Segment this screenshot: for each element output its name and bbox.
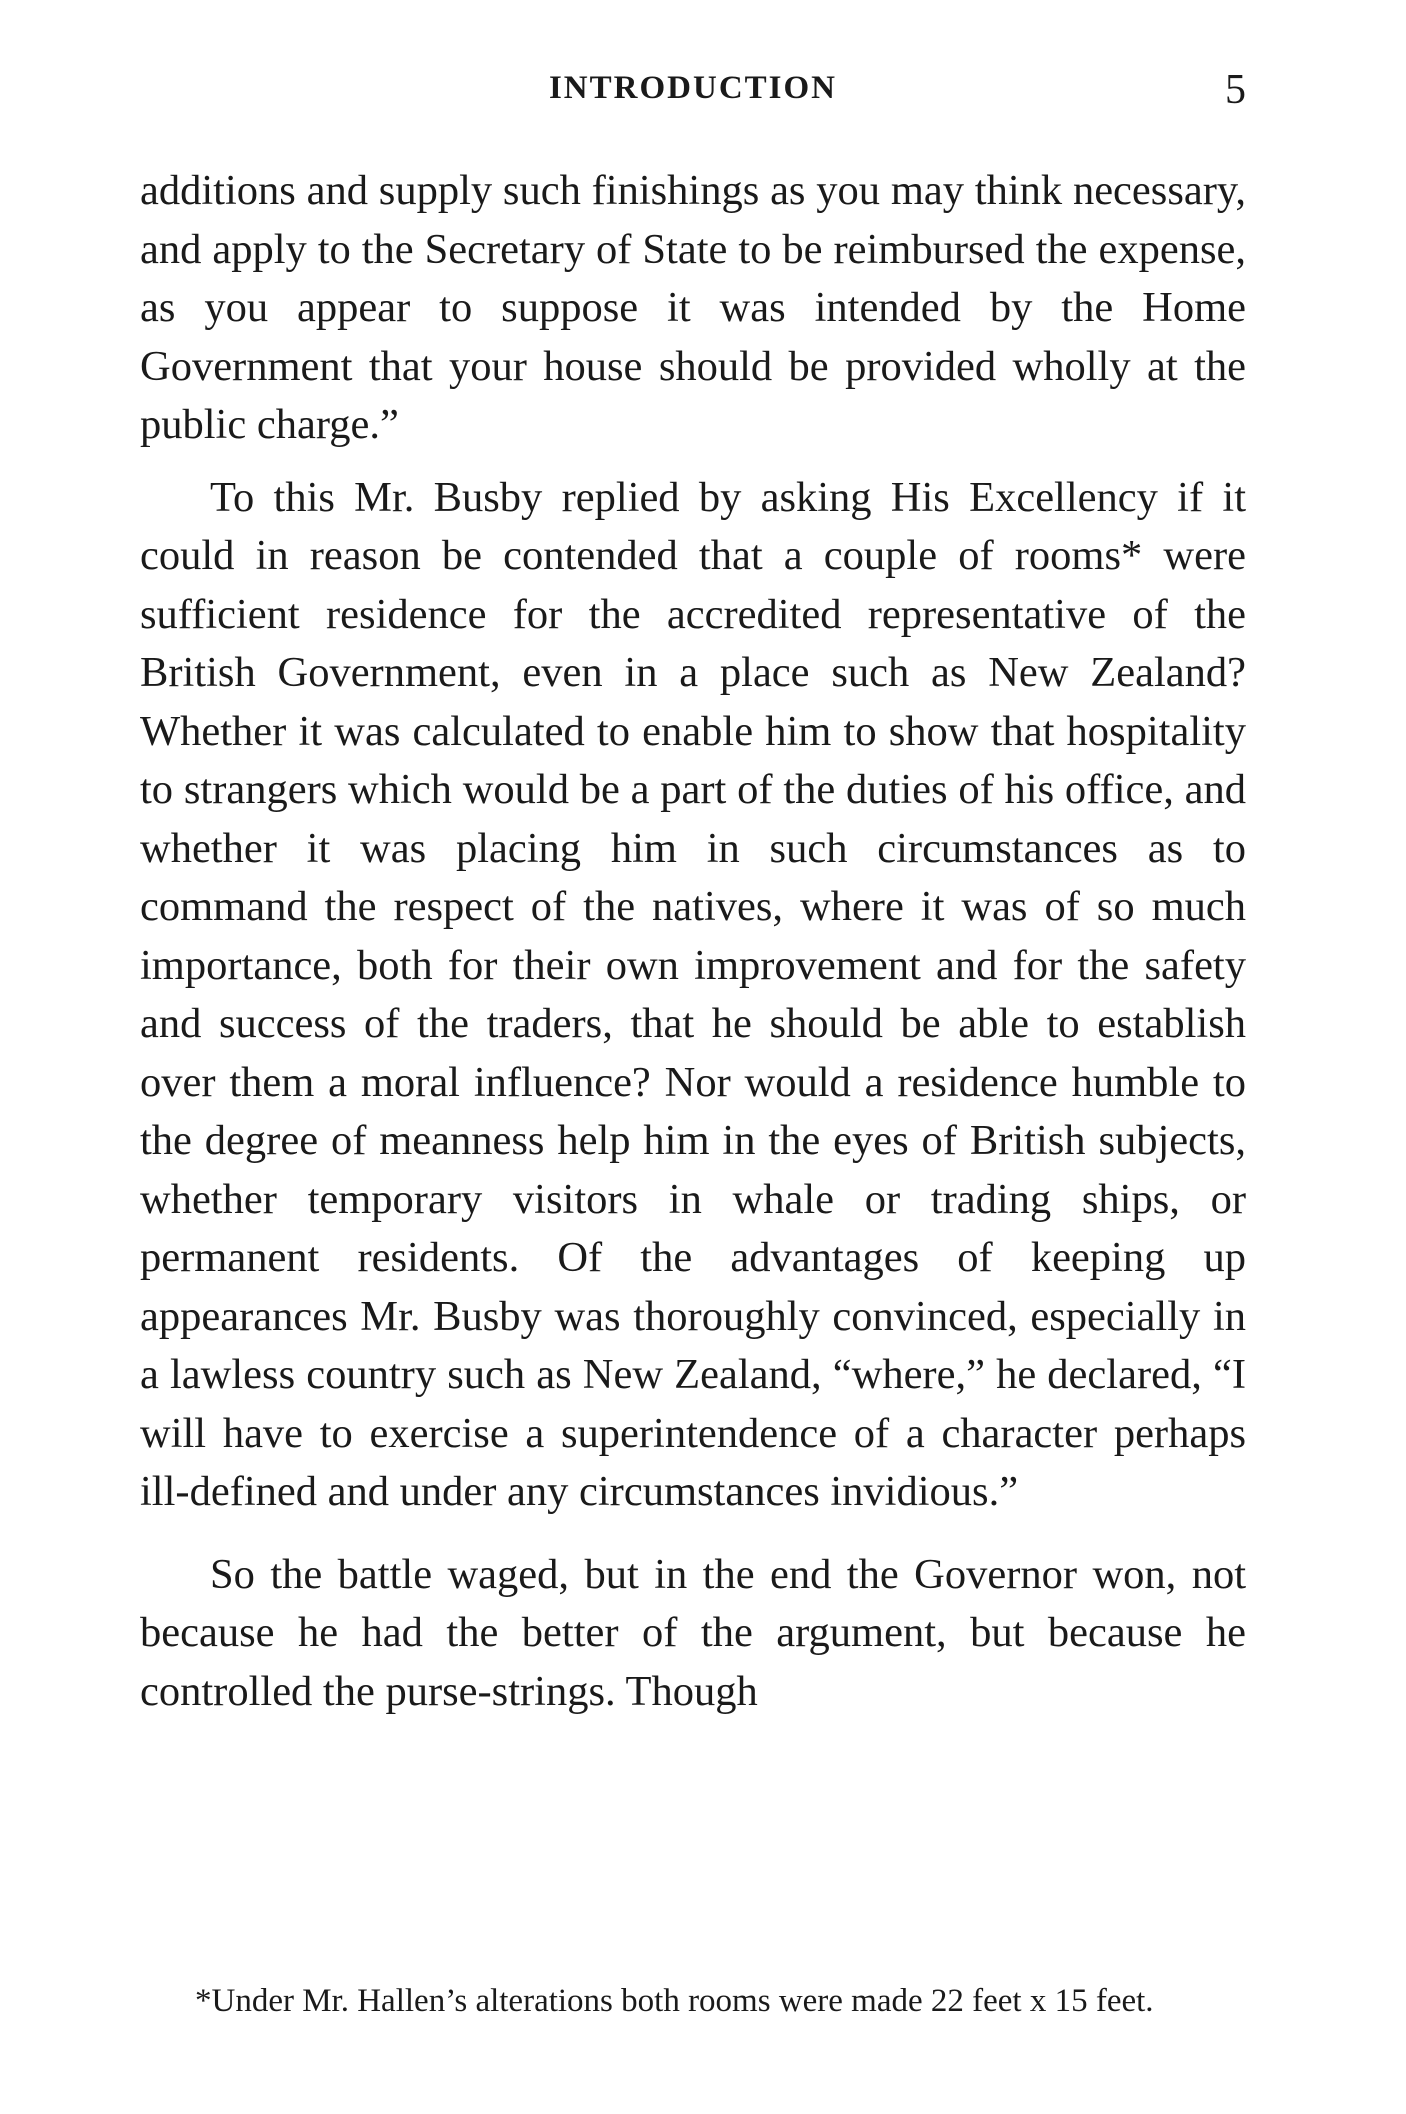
footnote xyxy=(140,1978,1246,2024)
running-head: INTRODUCTION xyxy=(548,70,838,106)
paragraph-battle-waged: So the battle waged, but in the end the Governor won, not because he had the better of the argument, but because he controlled the purse-strings. Though xyxy=(140,1550,1246,1715)
page-header xyxy=(140,67,1246,120)
paragraph-continuation: additions and supply such finishings as you may think necessary, and apply to the Secretary of State to be reimbursed the expense, as you appear to suppose it was intended by the Home Government that your house should be provided wholly at the public charge.” xyxy=(140,167,1246,448)
body-text xyxy=(140,162,1246,1721)
footnote-text: *Under Mr. Hallen’s alterations both rooms were made 22 feet x 15 feet. xyxy=(195,1983,1154,2019)
page-number: 5 xyxy=(1225,67,1246,113)
paragraph-busby-reply: To this Mr. Busby replied by asking His Excellency if it could in reason be contended that a couple of rooms* were sufficient residence for the accredited representative of the British Government, even in a place such as New Zealand? Whether it was calculated to enable him to show that hospitality to strangers which would be a part of the duties of his office, and whether it was placing him in such circumstances as to command the respect of the natives, where it was of so much importance, both for their own improvement and for the safety and success of the traders, that he should be able to establish over them a moral influence? Nor would a residence humble to the degree of meanness help him in the eyes of British subjects, whether temporary visitors in whale or trading ships, or permanent residents. Of the advantages of keeping up appearances Mr. Busby was thoroughly convinced, especially in a lawless country such as New Zealand, “where,” he declared, “I will have to exercise a superintendence of a character perhaps ill-defined and under any circumstances invidious.” xyxy=(140,473,1246,1515)
